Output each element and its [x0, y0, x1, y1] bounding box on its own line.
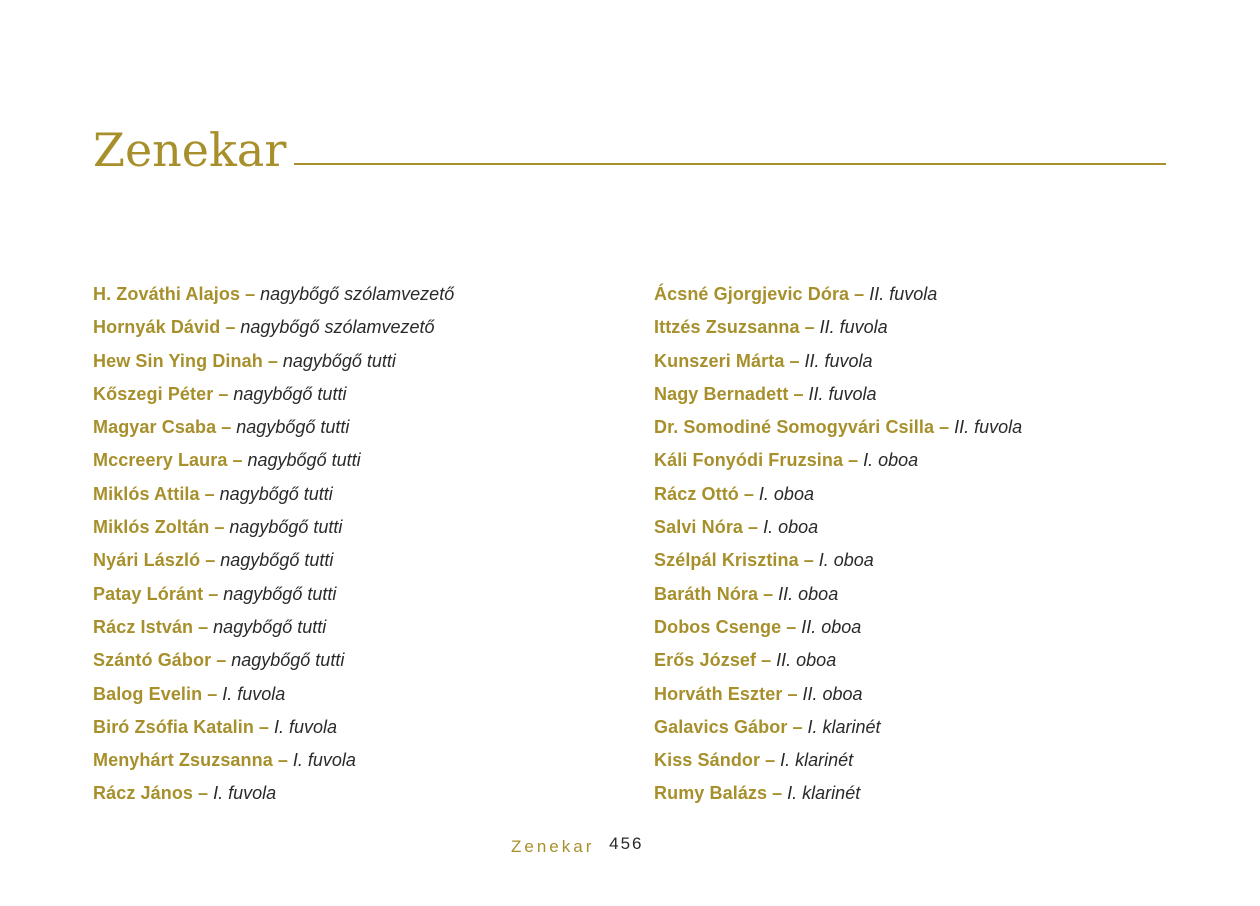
member-entry: [93, 313, 613, 346]
entry-separator: –: [209, 517, 230, 538]
entry-separator: –: [193, 616, 214, 637]
member-name: Baráth Nóra: [654, 583, 759, 604]
entry-separator: –: [203, 583, 224, 604]
member-name: H. Zováthi Alajos: [93, 284, 241, 304]
entry-separator: –: [784, 350, 805, 371]
member-name: Mccreery Laura: [93, 450, 228, 471]
member-role: I. oboa: [763, 517, 819, 538]
member-role: I. klarinét: [787, 783, 861, 804]
page-title: Zenekar: [93, 123, 287, 177]
member-name: Nagy Bernadett: [654, 383, 789, 404]
member-name: Patay Lóránt: [93, 583, 204, 604]
member-entry: [93, 446, 613, 479]
entry-separator: –: [788, 383, 809, 404]
member-entry: [93, 380, 613, 413]
member-role: nagybőgő tutti: [223, 583, 337, 604]
member-entry: [654, 446, 1174, 479]
member-name: Magyar Csaba: [93, 417, 217, 438]
member-name: Rumy Balázs: [654, 783, 768, 804]
member-entry: [654, 646, 1174, 679]
member-entry: [93, 513, 613, 546]
member-role: nagybőgő tutti: [219, 483, 333, 504]
entry-separator: –: [760, 750, 781, 771]
member-name: Salvi Nóra: [654, 517, 744, 538]
title-underline-rule: [294, 163, 1166, 165]
orchestra-list-right-column: [654, 280, 1174, 813]
member-entry: [93, 280, 613, 313]
member-entry: [654, 313, 1174, 346]
entry-separator: –: [843, 450, 864, 471]
member-role: I. fuvola: [292, 750, 356, 771]
member-role: II. oboa: [778, 583, 839, 604]
member-entry: [93, 779, 613, 812]
footer-section-label: Zenekar: [511, 837, 595, 856]
member-entry: [654, 613, 1174, 646]
entry-separator: –: [240, 284, 261, 304]
member-role: nagybőgő tutti: [231, 650, 345, 671]
entry-separator: –: [756, 650, 777, 671]
member-entry: [654, 480, 1174, 513]
member-entry: [93, 713, 613, 746]
page-number: 456: [609, 834, 644, 853]
member-entry: [654, 280, 1174, 313]
member-name: Erős József: [654, 650, 757, 671]
member-role: II. fuvola: [819, 317, 888, 338]
entry-separator: –: [799, 317, 820, 338]
entry-separator: –: [743, 517, 764, 538]
member-name: Miklós Zoltán: [93, 517, 210, 538]
member-name: Kőszegi Péter: [93, 383, 214, 404]
member-entry: [93, 580, 613, 613]
member-role: II. oboa: [801, 616, 862, 637]
member-role: nagybőgő tutti: [233, 383, 347, 404]
member-role: I. fuvola: [213, 783, 277, 804]
entry-separator: –: [787, 716, 808, 737]
member-name: Szántó Gábor: [93, 650, 212, 671]
member-role: nagybőgő tutti: [236, 417, 350, 438]
member-name: Kunszeri Márta: [654, 350, 785, 371]
entry-separator: –: [213, 383, 234, 404]
entry-separator: –: [782, 683, 803, 704]
member-entry: [93, 680, 613, 713]
entry-separator: –: [758, 583, 779, 604]
member-role: II. fuvola: [808, 383, 877, 404]
entry-separator: –: [200, 550, 221, 571]
member-role: I. oboa: [818, 550, 874, 571]
member-role: nagybőgő tutti: [247, 450, 361, 471]
member-entry: [654, 746, 1174, 779]
member-name: Hornyák Dávid: [93, 317, 221, 338]
member-entry: [93, 746, 613, 779]
member-role: II. oboa: [776, 650, 837, 671]
member-entry: [654, 546, 1174, 579]
member-entry: [654, 513, 1174, 546]
member-entry: [654, 347, 1174, 380]
member-entry: [93, 546, 613, 579]
member-entry: [654, 380, 1174, 413]
entry-separator: –: [199, 483, 220, 504]
member-role: I. oboa: [863, 450, 919, 471]
entry-separator: –: [227, 450, 248, 471]
member-name: Káli Fonyódi Fruzsina: [654, 450, 844, 471]
member-entry: [93, 646, 613, 679]
member-entry: [654, 413, 1174, 446]
member-name: Ittzés Zsuzsanna: [654, 317, 800, 338]
member-role: II. fuvola: [954, 417, 1023, 438]
member-role: I. oboa: [758, 483, 814, 504]
member-name: Balog Evelin: [93, 683, 203, 704]
member-name: Rácz János: [93, 783, 194, 804]
member-name: Nyári László: [93, 550, 201, 571]
member-name: Kiss Sándor: [654, 750, 761, 771]
page-footer: [511, 834, 643, 860]
member-name: Dr. Somodiné Somogyvári Csilla: [654, 417, 935, 438]
member-role: II. fuvola: [869, 284, 938, 304]
member-entry: [93, 613, 613, 646]
member-entry: [93, 413, 613, 446]
member-name: Menyhárt Zsuzsanna: [93, 750, 273, 771]
entry-separator: –: [767, 783, 788, 804]
member-entry: [654, 580, 1174, 613]
entry-separator: –: [262, 350, 283, 371]
member-role: nagybőgő tutti: [229, 517, 343, 538]
entry-separator: –: [193, 783, 214, 804]
member-role: I. klarinét: [807, 716, 881, 737]
orchestra-list-left-column: [93, 280, 613, 813]
member-role: nagybőgő szólamvezető: [260, 284, 455, 304]
member-entry: [93, 480, 613, 513]
member-name: Horváth Eszter: [654, 683, 783, 704]
entry-separator: –: [849, 284, 870, 304]
member-name: Miklós Attila: [93, 483, 200, 504]
member-role: nagybőgő szólamvezető: [240, 317, 435, 338]
entry-separator: –: [781, 616, 802, 637]
entry-separator: –: [272, 750, 293, 771]
member-role: I. fuvola: [222, 683, 286, 704]
member-role: I. klarinét: [780, 750, 854, 771]
member-name: Ácsné Gjorgjevic Dóra: [654, 284, 850, 304]
member-role: I. fuvola: [273, 716, 337, 737]
member-role: II. fuvola: [804, 350, 873, 371]
member-entry: [654, 779, 1174, 812]
member-name: Galavics Gábor: [654, 716, 788, 737]
member-entry: [93, 347, 613, 380]
member-role: nagybőgő tutti: [282, 350, 396, 371]
member-entry: [654, 713, 1174, 746]
member-name: Szélpál Krisztina: [654, 550, 799, 571]
member-role: nagybőgő tutti: [220, 550, 334, 571]
member-role: nagybőgő tutti: [213, 616, 327, 637]
member-name: Biró Zsófia Katalin: [93, 716, 254, 737]
entry-separator: –: [202, 683, 223, 704]
member-name: Dobos Csenge: [654, 616, 782, 637]
entry-separator: –: [738, 483, 759, 504]
member-role: II. oboa: [802, 683, 863, 704]
entry-separator: –: [220, 317, 241, 338]
member-name: Rácz István: [93, 616, 194, 637]
entry-separator: –: [934, 417, 955, 438]
member-entry: [654, 680, 1174, 713]
entry-separator: –: [798, 550, 819, 571]
member-name: Hew Sin Ying Dinah: [93, 350, 263, 371]
member-name: Rácz Ottó: [654, 483, 739, 504]
entry-separator: –: [211, 650, 232, 671]
entry-separator: –: [253, 716, 274, 737]
entry-separator: –: [216, 417, 237, 438]
